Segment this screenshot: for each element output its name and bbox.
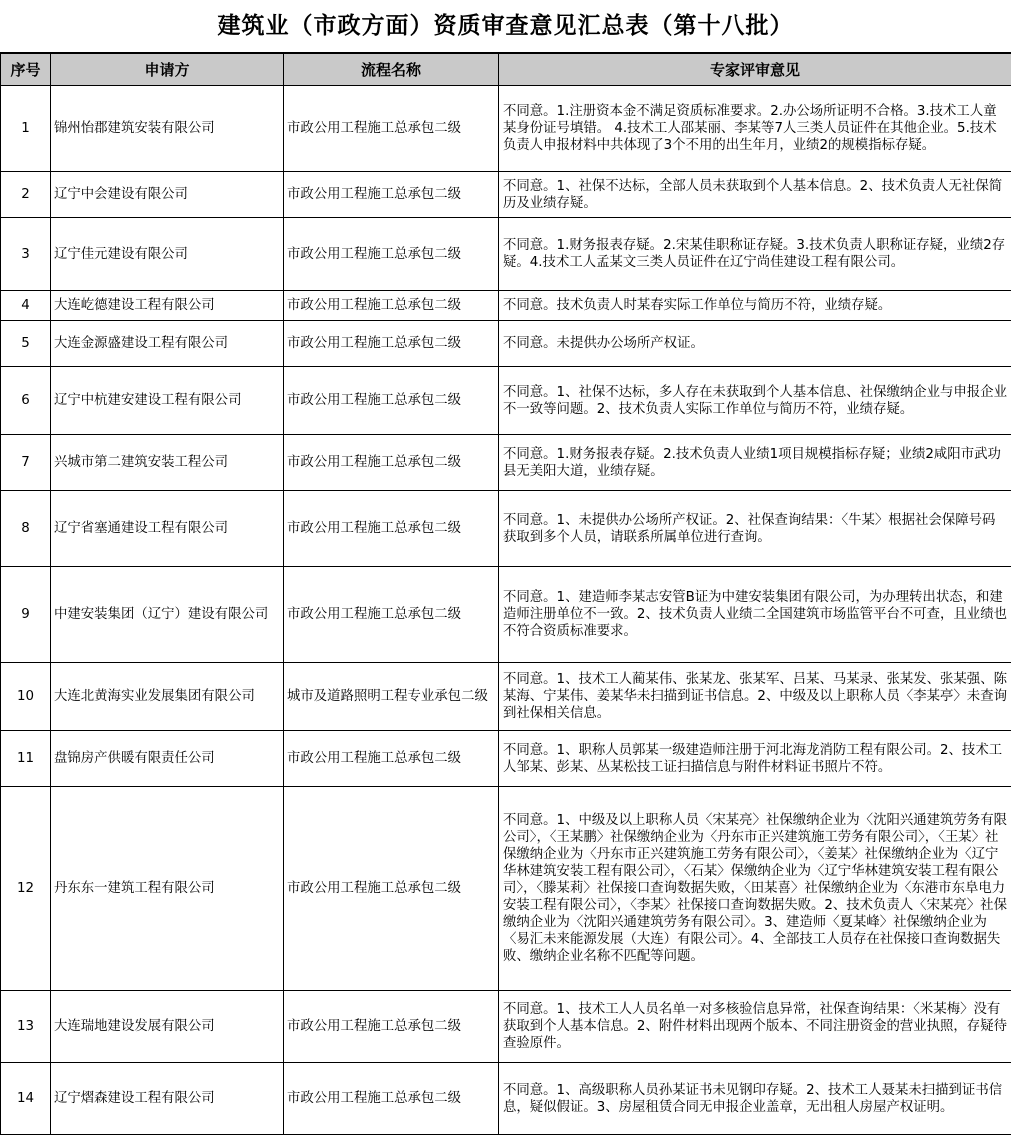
applicant-name: 丹东东一建筑工程有限公司 bbox=[51, 787, 284, 991]
table-row bbox=[1, 435, 1011, 491]
row-number: 13 bbox=[1, 991, 51, 1063]
row-number: 7 bbox=[1, 435, 51, 491]
expert-opinion: 不同意。1、高级职称人员孙某证书未见钢印存疑。2、技术工人聂某未扫描到证书信息，疑似假证。3、房屋租赁合同无申报企业盖章，无出租人房屋产权证明。 bbox=[499, 1063, 1011, 1135]
header-expert-opinion: 专家评审意见 bbox=[499, 54, 1011, 86]
row-number: 11 bbox=[1, 731, 51, 787]
expert-opinion: 不同意。1.财务报表存疑。2.技术负责人业绩1项目规模指标存疑；业绩2咸阳市武功县无美阳大道，业绩存疑。 bbox=[499, 435, 1011, 491]
applicant-name: 大连瑞地建设发展有限公司 bbox=[51, 991, 284, 1063]
header-row bbox=[1, 54, 1011, 86]
expert-opinion: 不同意。1、未提供办公场所产权证。2、社保查询结果：〈牛某〉根据社会保障号码获取到多个人员，请联系所属单位进行查询。 bbox=[499, 491, 1011, 567]
process-name: 市政公用工程施工总承包二级 bbox=[284, 321, 499, 367]
process-name: 市政公用工程施工总承包二级 bbox=[284, 491, 499, 567]
applicant-name: 大连北黄海实业发展集团有限公司 bbox=[51, 663, 284, 731]
row-number: 12 bbox=[1, 787, 51, 991]
expert-opinion: 不同意。1.财务报表存疑。2.宋某佳职称证存疑。3.技术负责人职称证存疑，业绩2存疑。4.技术工人孟某文三类人员证件在辽宁尚佳建设工程有限公司。 bbox=[499, 218, 1011, 291]
row-number: 3 bbox=[1, 218, 51, 291]
expert-opinion: 不同意。1、社保不达标，全部人员未获取到个人基本信息。2、技术负责人无社保简历及业绩存疑。 bbox=[499, 172, 1011, 218]
row-number: 5 bbox=[1, 321, 51, 367]
review-table bbox=[0, 53, 1011, 1135]
process-name: 市政公用工程施工总承包二级 bbox=[284, 787, 499, 991]
expert-opinion: 不同意。1、建造师李某志安管B证为中建安装集团有限公司，为办理转出状态，和建造师注册单位不一致。2、技术负责人业绩二全国建筑市场监管平台不可查，且业绩也不符合资质标准要求。 bbox=[499, 567, 1011, 663]
process-name: 市政公用工程施工总承包二级 bbox=[284, 367, 499, 435]
applicant-name: 辽宁省塞通建设工程有限公司 bbox=[51, 491, 284, 567]
row-number: 6 bbox=[1, 367, 51, 435]
applicant-name: 辽宁中杭建安建设工程有限公司 bbox=[51, 367, 284, 435]
process-name: 城市及道路照明工程专业承包二级 bbox=[284, 663, 499, 731]
row-number: 9 bbox=[1, 567, 51, 663]
process-name: 市政公用工程施工总承包二级 bbox=[284, 218, 499, 291]
expert-opinion: 不同意。1、中级及以上职称人员〈宋某亮〉社保缴纳企业为〈沈阳兴通建筑劳务有限公司〉，〈王某鹏〉社保缴纳企业为〈丹东市正兴建筑施工劳务有限公司〉，〈王某〉社保缴纳企业为〈丹东市正兴建筑施工劳务有限公司〉，〈姜某〉社保缴纳企业为〈辽宁华林建筑安装工程有限公司〉，〈石某〉保缴纳企业为〈辽宁华林建筑安装工程有限公司〉，〈滕某莉〉社保接口查询数据失败，〈田某喜〉社保缴纳企业为〈东港市东阜电力安装工程有限公司〉，〈李某〉社保接口查询数据失败。2、技术负责人〈宋某亮〉社保缴纳企业为〈沈阳兴通建筑劳务有限公司〉。3、建造师〈夏某峰〉社保缴纳企业为〈易汇未来能源发展（大连）有限公司〉。4、全部技工人员存在社保接口查询数据失败、缴纳企业名称不匹配等问题。 bbox=[499, 787, 1011, 991]
process-name: 市政公用工程施工总承包二级 bbox=[284, 86, 499, 172]
row-number: 8 bbox=[1, 491, 51, 567]
table-row bbox=[1, 991, 1011, 1063]
applicant-name: 盘锦房产供暖有限责任公司 bbox=[51, 731, 284, 787]
table-row bbox=[1, 491, 1011, 567]
expert-opinion: 不同意。1、技术工人蔺某伟、张某龙、张某军、吕某、马某录、张某发、张某强、陈某海、宁某伟、姜某华未扫描到证书信息。2、中级及以上职称人员〈李某亭〉未查询到社保相关信息。 bbox=[499, 663, 1011, 731]
row-number: 10 bbox=[1, 663, 51, 731]
expert-opinion: 不同意。1、技术工人人员名单一对多核验信息异常，社保查询结果：〈米某梅〉没有获取到个人基本信息。2、附件材料出现两个版本、不同注册资金的营业执照，存疑待查验原件。 bbox=[499, 991, 1011, 1063]
applicant-name: 兴城市第二建筑安装工程公司 bbox=[51, 435, 284, 491]
process-name: 市政公用工程施工总承包二级 bbox=[284, 291, 499, 321]
row-number: 2 bbox=[1, 172, 51, 218]
process-name: 市政公用工程施工总承包二级 bbox=[284, 435, 499, 491]
table-row bbox=[1, 291, 1011, 321]
expert-opinion: 不同意。1.注册资本金不满足资质标准要求。2.办公场所证明不合格。3.技术工人童某身份证号填错。 4.技术工人邵某丽、李某等7人三类人员证件在其他企业。5.技术负责人申报材料中共体现了3个不用的出生年月，业绩2的规模指标存疑。 bbox=[499, 86, 1011, 172]
process-name: 市政公用工程施工总承包二级 bbox=[284, 991, 499, 1063]
process-name: 市政公用工程施工总承包二级 bbox=[284, 1063, 499, 1135]
expert-opinion: 不同意。1、职称人员郭某一级建造师注册于河北海龙消防工程有限公司。2、技术工人邹某、彭某、丛某松技工证扫描信息与附件材料证书照片不符。 bbox=[499, 731, 1011, 787]
process-name: 市政公用工程施工总承包二级 bbox=[284, 731, 499, 787]
table-row bbox=[1, 321, 1011, 367]
expert-opinion: 不同意。未提供办公场所产权证。 bbox=[499, 321, 1011, 367]
applicant-name: 大连屹德建设工程有限公司 bbox=[51, 291, 284, 321]
table-row bbox=[1, 172, 1011, 218]
applicant-name: 辽宁佳元建设有限公司 bbox=[51, 218, 284, 291]
row-number: 14 bbox=[1, 1063, 51, 1135]
expert-opinion: 不同意。1、社保不达标，多人存在未获取到个人基本信息、社保缴纳企业与申报企业不一致等问题。2、技术负责人实际工作单位与简历不符，业绩存疑。 bbox=[499, 367, 1011, 435]
applicant-name: 辽宁中会建设有限公司 bbox=[51, 172, 284, 218]
process-name: 市政公用工程施工总承包二级 bbox=[284, 567, 499, 663]
table-row bbox=[1, 367, 1011, 435]
applicant-name: 大连金源盛建设工程有限公司 bbox=[51, 321, 284, 367]
process-name: 市政公用工程施工总承包二级 bbox=[284, 172, 499, 218]
applicant-name: 锦州怡郡建筑安装有限公司 bbox=[51, 86, 284, 172]
header-applicant: 申请方 bbox=[51, 54, 284, 86]
table-row bbox=[1, 218, 1011, 291]
table-row bbox=[1, 787, 1011, 991]
table-row bbox=[1, 1063, 1011, 1135]
applicant-name: 辽宁熠森建设工程有限公司 bbox=[51, 1063, 284, 1135]
table-row bbox=[1, 731, 1011, 787]
expert-opinion: 不同意。技术负责人时某春实际工作单位与简历不符，业绩存疑。 bbox=[499, 291, 1011, 321]
row-number: 1 bbox=[1, 86, 51, 172]
header-process-name: 流程名称 bbox=[284, 54, 499, 86]
table-row bbox=[1, 567, 1011, 663]
header-serial-number: 序号 bbox=[1, 54, 51, 86]
row-number: 4 bbox=[1, 291, 51, 321]
table-row bbox=[1, 663, 1011, 731]
applicant-name: 中建安装集团（辽宁）建设有限公司 bbox=[51, 567, 284, 663]
table-row bbox=[1, 86, 1011, 172]
page-title: 建筑业（市政方面）资质审查意见汇总表（第十八批） bbox=[0, 0, 1011, 53]
